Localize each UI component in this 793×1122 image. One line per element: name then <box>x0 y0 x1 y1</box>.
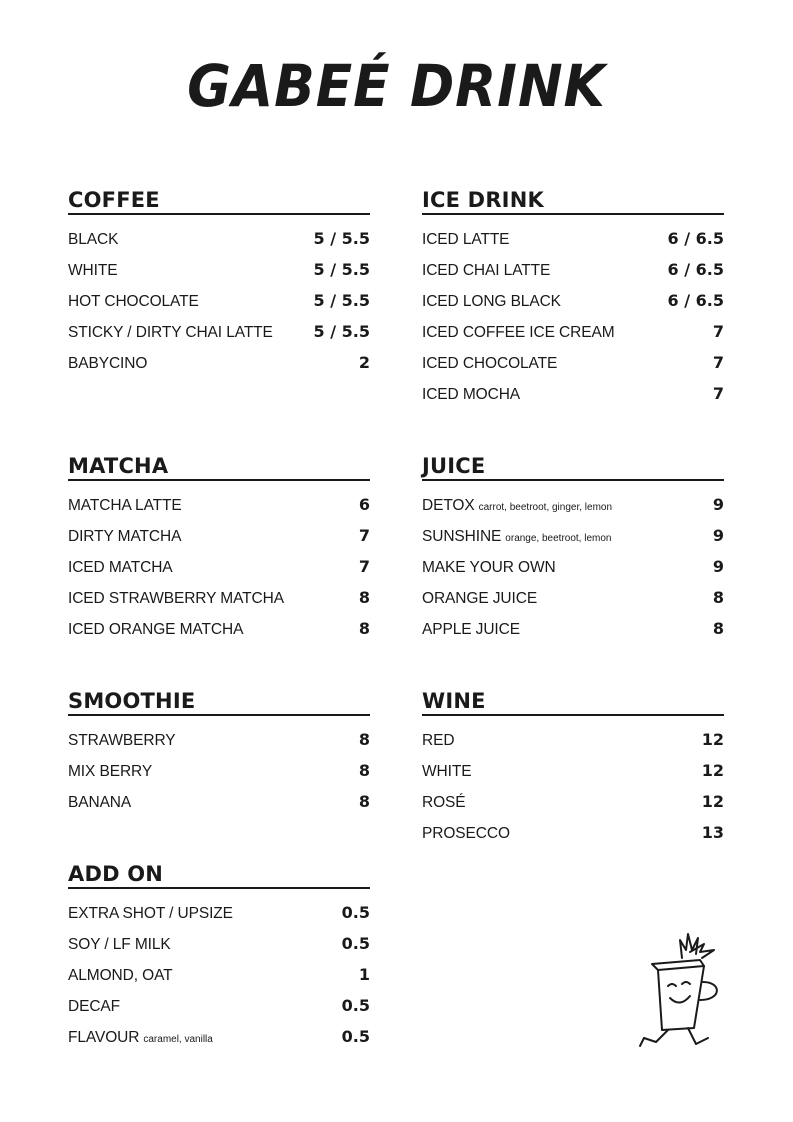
menu-item <box>422 489 724 520</box>
menu-item-price: 0.5 <box>341 934 370 953</box>
menu-item-label <box>68 991 120 1022</box>
menu-item-label <box>68 756 152 787</box>
menu-item-list <box>68 481 370 644</box>
menu-item-name: ICED COFFEE ICE CREAM <box>422 324 615 341</box>
menu-item-label <box>422 255 550 286</box>
menu-item-list <box>68 889 370 1052</box>
menu-item-label <box>68 614 243 645</box>
menu-item-label <box>422 552 556 583</box>
menu-item-note: caramel, vanilla <box>143 1034 213 1045</box>
menu-item-price: 5 / 5.5 <box>313 291 370 310</box>
menu-item-name: WHITE <box>422 763 472 780</box>
menu-item <box>422 378 724 409</box>
menu-item-price: 8 <box>712 588 724 607</box>
menu-item-name: DECAF <box>68 998 121 1015</box>
menu-item-note: orange, beetroot, lemon <box>505 533 612 544</box>
menu-item-price: 7 <box>712 322 724 341</box>
menu-item-label <box>68 348 147 379</box>
menu-item-label <box>422 348 557 379</box>
menu-item-name: RED <box>422 732 455 749</box>
menu-item-list <box>422 215 724 409</box>
section-ice-drink <box>422 185 724 409</box>
menu-item-price: 7 <box>712 384 724 403</box>
menu-item-price: 5 / 5.5 <box>313 260 370 279</box>
menu-item-label <box>422 614 520 645</box>
menu-item-name: SOY / LF MILK <box>68 936 171 953</box>
menu-item-note: carrot, beetroot, ginger, lemon <box>478 502 613 513</box>
menu-item-name: ICED CHOCOLATE <box>422 355 558 372</box>
menu-item-label <box>68 929 171 960</box>
menu-item-label <box>68 521 181 552</box>
menu-item-price: 8 <box>358 619 370 638</box>
menu-item-price: 12 <box>701 761 724 780</box>
menu-item <box>68 520 370 551</box>
menu-item-label <box>68 1022 213 1055</box>
section-heading: JUICE <box>422 451 724 481</box>
menu-item-name: STRAWBERRY <box>68 732 176 749</box>
menu-item-price: 6 <box>358 495 370 514</box>
section-heading: ADD ON <box>68 859 370 889</box>
menu-item-name: ALMOND, OAT <box>68 967 173 984</box>
menu-item <box>68 897 370 928</box>
menu-item <box>422 755 724 786</box>
menu-item-name: ICED LONG BLACK <box>422 293 561 310</box>
section-wine <box>422 686 724 848</box>
section-coffee <box>68 185 370 378</box>
section-heading: WINE <box>422 686 724 716</box>
menu-item-price: 8 <box>358 730 370 749</box>
menu-item-price: 6 / 6.5 <box>667 291 724 310</box>
menu-item <box>422 724 724 755</box>
menu-item-label <box>422 521 611 554</box>
menu-item-name: ICED STRAWBERRY MATCHA <box>68 590 284 607</box>
menu-item <box>422 347 724 378</box>
menu-item-name: MAKE YOUR OWN <box>422 559 556 576</box>
menu-title: GABEÉ DRINK <box>187 52 606 120</box>
menu-item-price: 7 <box>358 557 370 576</box>
menu-item-price: 12 <box>701 792 724 811</box>
menu-item-name: STICKY / DIRTY CHAI LATTE <box>68 324 273 341</box>
menu-item-price: 8 <box>358 588 370 607</box>
menu-item-name: FLAVOUR <box>68 1029 140 1046</box>
menu-item <box>68 582 370 613</box>
menu-item-price: 12 <box>701 730 724 749</box>
menu-item <box>68 316 370 347</box>
menu-item-label <box>68 490 182 521</box>
menu-item <box>68 1021 370 1052</box>
menu-item-label <box>422 286 561 317</box>
menu-item-price: 0.5 <box>341 1027 370 1046</box>
menu-item-label <box>422 725 454 756</box>
menu-item-price: 9 <box>712 557 724 576</box>
menu-item-name: HOT CHOCOLATE <box>68 293 199 310</box>
menu-item-price: 9 <box>712 526 724 545</box>
menu-item <box>422 254 724 285</box>
menu-item <box>68 254 370 285</box>
menu-item-price: 7 <box>712 353 724 372</box>
menu-item-name: ROSÉ <box>422 794 466 811</box>
menu-item-label <box>68 224 118 255</box>
menu-item <box>68 285 370 316</box>
menu-item-name: ICED MOCHA <box>422 386 521 403</box>
menu-item-price: 6 / 6.5 <box>667 260 724 279</box>
menu-item-name: ICED MATCHA <box>68 559 173 576</box>
menu-item-label <box>422 379 520 410</box>
menu-item-name: ICED LATTE <box>422 231 510 248</box>
menu-item-list <box>422 716 724 848</box>
menu-item-label <box>422 787 466 818</box>
menu-item-price: 9 <box>712 495 724 514</box>
menu-item-name: MATCHA LATTE <box>68 497 182 514</box>
menu-item-price: 0.5 <box>341 903 370 922</box>
section-matcha <box>68 451 370 644</box>
menu-item-name: PROSECCO <box>422 825 510 842</box>
menu-item <box>68 755 370 786</box>
menu-item-list <box>68 716 370 817</box>
menu-item-label <box>68 552 173 583</box>
menu-item-price: 5 / 5.5 <box>313 322 370 341</box>
menu-item-list <box>68 215 370 378</box>
menu-item <box>422 223 724 254</box>
menu-item-price: 8 <box>358 761 370 780</box>
menu-item-price: 1 <box>358 965 370 984</box>
walking-coffee-cup-mascot-icon <box>630 930 740 1055</box>
menu-item-price: 2 <box>358 353 370 372</box>
menu-item-label <box>68 725 176 756</box>
menu-item-price: 0.5 <box>341 996 370 1015</box>
menu-item-name: EXTRA SHOT / UPSIZE <box>68 905 233 922</box>
menu-item <box>422 285 724 316</box>
menu-item-label <box>68 960 173 991</box>
menu-item <box>68 613 370 644</box>
menu-item-label <box>68 583 284 614</box>
menu-item-label <box>68 787 131 818</box>
menu-item-price: 5 / 5.5 <box>313 229 370 248</box>
menu-item <box>68 551 370 582</box>
menu-item-label <box>422 317 615 348</box>
menu-item-name: ICED ORANGE MATCHA <box>68 621 244 638</box>
menu-item <box>68 223 370 254</box>
menu-item-price: 8 <box>358 792 370 811</box>
menu-item <box>68 786 370 817</box>
menu-item-label <box>68 286 199 317</box>
menu-item-label <box>422 224 509 255</box>
menu-item <box>422 613 724 644</box>
menu-item-name: BANANA <box>68 794 132 811</box>
menu-item-label <box>68 898 233 929</box>
section-juice <box>422 451 724 644</box>
menu-item-name: MIX BERRY <box>68 763 153 780</box>
menu-item <box>422 520 724 551</box>
menu-item <box>68 347 370 378</box>
menu-item-list <box>422 481 724 644</box>
menu-item-label <box>68 255 117 286</box>
menu-item-name: WHITE <box>68 262 118 279</box>
menu-item <box>422 786 724 817</box>
menu-item-price: 8 <box>712 619 724 638</box>
menu-item <box>422 551 724 582</box>
menu-item-label <box>422 490 612 523</box>
menu-item-label <box>422 583 537 614</box>
menu-item-price: 6 / 6.5 <box>667 229 724 248</box>
menu-item-name: ORANGE JUICE <box>422 590 538 607</box>
section-heading: MATCHA <box>68 451 370 481</box>
menu-item-price: 7 <box>358 526 370 545</box>
section-heading: ICE DRINK <box>422 185 724 215</box>
menu-item-name: BABYCINO <box>68 355 148 372</box>
menu-item <box>68 959 370 990</box>
menu-item <box>68 724 370 755</box>
menu-item-name: BLACK <box>68 231 119 248</box>
menu-item <box>422 817 724 848</box>
menu-item-name: ICED CHAI LATTE <box>422 262 551 279</box>
menu-item <box>422 582 724 613</box>
menu-item-label <box>68 317 273 348</box>
section-add-on <box>68 859 370 1052</box>
menu-item-name: DETOX <box>422 497 475 514</box>
section-heading: SMOOTHIE <box>68 686 370 716</box>
menu-item <box>68 990 370 1021</box>
menu-item-label <box>422 756 471 787</box>
menu-item <box>422 316 724 347</box>
menu-item-name: APPLE JUICE <box>422 621 520 638</box>
menu-item-label <box>422 818 510 849</box>
menu-item-name: SUNSHINE <box>422 528 502 545</box>
section-smoothie <box>68 686 370 817</box>
menu-item-price: 13 <box>701 823 724 842</box>
menu-item <box>68 928 370 959</box>
section-heading: COFFEE <box>68 185 370 215</box>
menu-item <box>68 489 370 520</box>
menu-item-name: DIRTY MATCHA <box>68 528 182 545</box>
